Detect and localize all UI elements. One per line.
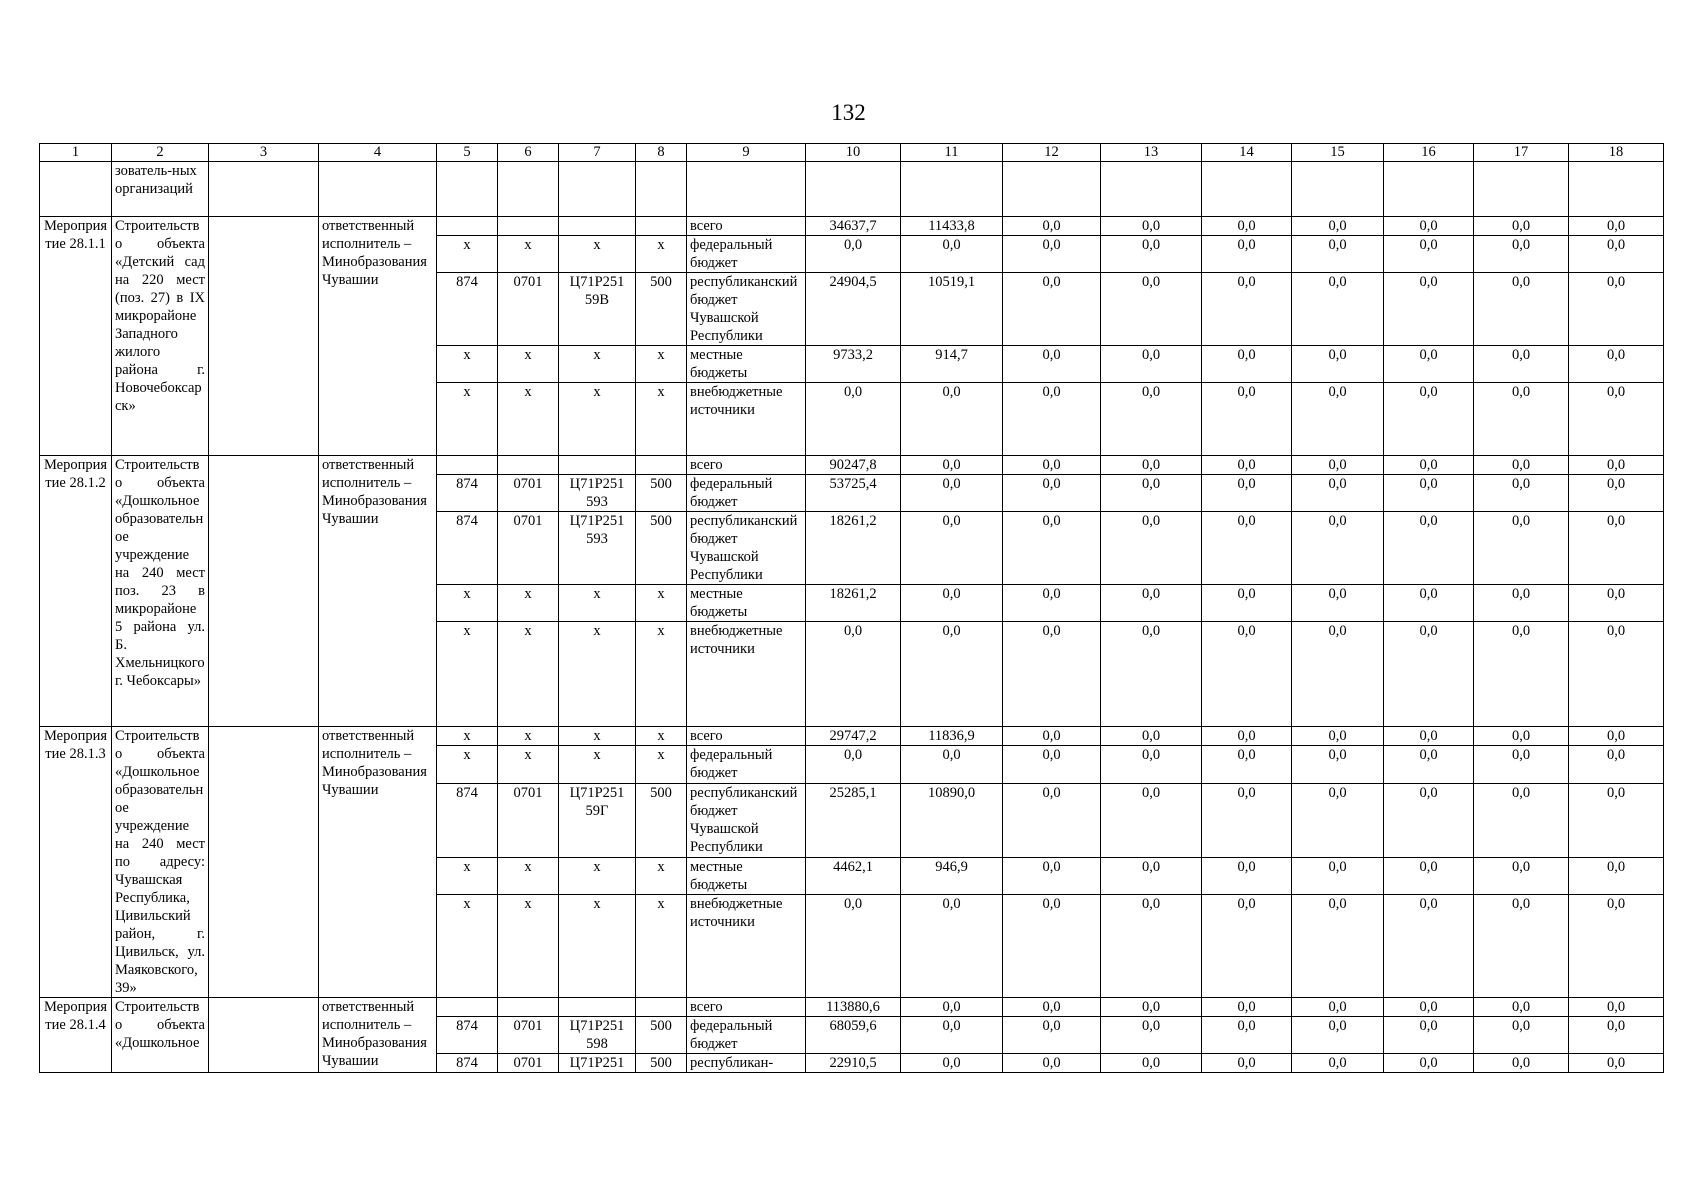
amount-cell: 0,0: [1202, 512, 1292, 585]
amount-cell: 0,0: [1474, 217, 1569, 236]
funding-source: всего: [687, 456, 806, 475]
empty-cell: [209, 456, 319, 727]
kbk-gbs: [437, 217, 498, 236]
column-number-cell: 10: [806, 144, 901, 162]
amount-cell: 0,0: [1101, 273, 1202, 346]
amount-cell: 0,0: [806, 236, 901, 273]
kbk-target: x: [559, 585, 636, 622]
column-number-cell: 15: [1292, 144, 1384, 162]
amount-cell: 0,0: [1474, 857, 1569, 895]
kbk-target: Ц71Р251 593: [559, 512, 636, 585]
amount-cell: 0,0: [1101, 783, 1202, 857]
funding-source: внебюджетные источники: [687, 895, 806, 998]
amount-cell: 0,0: [901, 746, 1003, 784]
amount-cell: 0,0: [1569, 622, 1664, 727]
amount-cell: 0,0: [1101, 746, 1202, 784]
amount-cell: 10890,0: [901, 783, 1003, 857]
amount-cell: 0,0: [1202, 622, 1292, 727]
kbk-section: 0701: [498, 512, 559, 585]
amount-cell: 0,0: [1474, 585, 1569, 622]
amount-cell: 0,0: [1101, 895, 1202, 998]
kbk-type: 500: [636, 475, 687, 512]
amount-cell: 0,0: [901, 1054, 1003, 1073]
amount-cell: 90247,8: [806, 456, 901, 475]
funding-source: федеральный бюджет: [687, 1017, 806, 1054]
kbk-gbs: 874: [437, 783, 498, 857]
budget-row: [40, 217, 1664, 236]
amount-cell: 0,0: [1384, 217, 1474, 236]
kbk-type: [636, 998, 687, 1017]
kbk-target: x: [559, 383, 636, 456]
amount-cell: 24904,5: [806, 273, 901, 346]
amount-cell: 22910,5: [806, 1054, 901, 1073]
kbk-gbs: x: [437, 746, 498, 784]
amount-cell: 0,0: [1292, 217, 1384, 236]
kbk-type: x: [636, 236, 687, 273]
kbk-target: Ц71Р251: [559, 1054, 636, 1073]
kbk-target: [559, 456, 636, 475]
amount-cell: 0,0: [1474, 475, 1569, 512]
amount-cell: 0,0: [1474, 895, 1569, 998]
kbk-target: Ц71Р251 598: [559, 1017, 636, 1054]
column-number-cell: 11: [901, 144, 1003, 162]
amount-cell: 0,0: [1569, 383, 1664, 456]
amount-cell: 0,0: [1292, 346, 1384, 383]
amount-cell: 0,0: [806, 895, 901, 998]
amount-cell: 0,0: [1101, 857, 1202, 895]
amount-cell: 0,0: [1202, 1054, 1292, 1073]
kbk-target: [559, 217, 636, 236]
column-number-cell: 4: [319, 144, 437, 162]
column-number-cell: 6: [498, 144, 559, 162]
amount-cell: 0,0: [1003, 585, 1101, 622]
empty-cell: [209, 998, 319, 1073]
kbk-section: x: [498, 383, 559, 456]
amount-cell: 0,0: [1474, 998, 1569, 1017]
amount-cell: 11836,9: [901, 727, 1003, 746]
amount-cell: 0,0: [901, 622, 1003, 727]
amount-cell: 0,0: [1003, 346, 1101, 383]
amount-cell: 0,0: [1101, 475, 1202, 512]
amount-cell: 0,0: [1292, 236, 1384, 273]
funding-source: внебюджетные источники: [687, 622, 806, 727]
amount-cell: 0,0: [1474, 346, 1569, 383]
amount-cell: 0,0: [1292, 746, 1384, 784]
measure-name: Строительство объекта «Дошкольное: [112, 998, 209, 1073]
amount-cell: 0,0: [1292, 273, 1384, 346]
amount-cell: 0,0: [901, 998, 1003, 1017]
funding-source: республиканский бюджет Чувашской Республики: [687, 273, 806, 346]
kbk-section: x: [498, 746, 559, 784]
amount-cell: 0,0: [1384, 346, 1474, 383]
amount-cell: 0,0: [901, 1017, 1003, 1054]
amount-cell: 0,0: [1292, 857, 1384, 895]
amount-cell: 0,0: [1292, 783, 1384, 857]
amount-cell: 0,0: [1384, 783, 1474, 857]
amount-cell: 946,9: [901, 857, 1003, 895]
amount-cell: 0,0: [1202, 217, 1292, 236]
column-number-cell: 9: [687, 144, 806, 162]
column-number-cell: 8: [636, 144, 687, 162]
amount-cell: 0,0: [1003, 857, 1101, 895]
budget-row: [40, 727, 1664, 746]
kbk-type: 500: [636, 1054, 687, 1073]
amount-cell: 0,0: [1569, 1054, 1664, 1073]
kbk-gbs: [437, 456, 498, 475]
amount-cell: 0,0: [1292, 727, 1384, 746]
amount-cell: 0,0: [1474, 746, 1569, 784]
amount-cell: 9733,2: [806, 346, 901, 383]
amount-cell: 0,0: [1101, 585, 1202, 622]
column-number-cell: 12: [1003, 144, 1101, 162]
funding-source: республиканский бюджет Чувашской Республики: [687, 512, 806, 585]
amount-cell: 113880,6: [806, 998, 901, 1017]
amount-cell: 0,0: [1569, 475, 1664, 512]
measure-name: Строительство объекта «Дошкольное образовательное учреждение на 240 мест поз. 23 в микрорайоне 5 района ул. Б. Хмельницкого г. Чебоксары»: [112, 456, 209, 727]
amount-cell: 34637,7: [806, 217, 901, 236]
amount-cell: 0,0: [1384, 727, 1474, 746]
amount-cell: 0,0: [806, 383, 901, 456]
kbk-gbs: 874: [437, 273, 498, 346]
amount-cell: 0,0: [1202, 746, 1292, 784]
amount-cell: 18261,2: [806, 585, 901, 622]
amount-cell: 0,0: [1569, 895, 1664, 998]
executor: ответственный исполнитель – Минобразования Чувашии: [319, 217, 437, 456]
amount-cell: 0,0: [1292, 383, 1384, 456]
kbk-section: 0701: [498, 475, 559, 512]
amount-cell: 0,0: [1202, 895, 1292, 998]
column-number-row: [40, 144, 1664, 162]
amount-cell: 0,0: [1384, 622, 1474, 727]
amount-cell: 0,0: [901, 895, 1003, 998]
kbk-gbs: x: [437, 346, 498, 383]
amount-cell: 0,0: [1292, 512, 1384, 585]
kbk-type: 500: [636, 1017, 687, 1054]
kbk-section: 0701: [498, 1017, 559, 1054]
amount-cell: 0,0: [1003, 895, 1101, 998]
amount-cell: 0,0: [1202, 456, 1292, 475]
amount-cell: 0,0: [1474, 512, 1569, 585]
funding-source: федеральный бюджет: [687, 475, 806, 512]
kbk-type: [636, 217, 687, 236]
amount-cell: 0,0: [806, 746, 901, 784]
amount-cell: 0,0: [1003, 512, 1101, 585]
column-number-cell: 3: [209, 144, 319, 162]
amount-cell: 0,0: [1569, 273, 1664, 346]
kbk-gbs: 874: [437, 1054, 498, 1073]
amount-cell: 0,0: [1474, 1054, 1569, 1073]
budget-table: [39, 143, 1664, 1073]
funding-source: республикан-: [687, 1054, 806, 1073]
empty-cell: [209, 727, 319, 998]
kbk-target: x: [559, 746, 636, 784]
empty-cell: [209, 217, 319, 456]
executor: ответственный исполнитель – Минобразования Чувашии: [319, 727, 437, 998]
amount-cell: 0,0: [1384, 746, 1474, 784]
funding-source: местные бюджеты: [687, 585, 806, 622]
amount-cell: 0,0: [1003, 273, 1101, 346]
amount-cell: 0,0: [1003, 998, 1101, 1017]
column-number-cell: 13: [1101, 144, 1202, 162]
amount-cell: 0,0: [1101, 1017, 1202, 1054]
kbk-section: [498, 998, 559, 1017]
kbk-target: x: [559, 857, 636, 895]
amount-cell: 0,0: [1569, 512, 1664, 585]
amount-cell: 0,0: [1003, 236, 1101, 273]
amount-cell: 0,0: [1003, 1054, 1101, 1073]
amount-cell: 0,0: [1101, 456, 1202, 475]
kbk-section: x: [498, 346, 559, 383]
kbk-target: Ц71Р251 59В: [559, 273, 636, 346]
amount-cell: 0,0: [1474, 456, 1569, 475]
funding-source: всего: [687, 998, 806, 1017]
kbk-gbs: 874: [437, 475, 498, 512]
kbk-target: x: [559, 895, 636, 998]
kbk-section: x: [498, 727, 559, 746]
column-number-cell: 17: [1474, 144, 1569, 162]
funding-source: местные бюджеты: [687, 346, 806, 383]
amount-cell: 11433,8: [901, 217, 1003, 236]
amount-cell: 0,0: [1569, 746, 1664, 784]
kbk-type: 500: [636, 273, 687, 346]
amount-cell: 0,0: [1569, 236, 1664, 273]
amount-cell: 0,0: [1003, 1017, 1101, 1054]
amount-cell: 0,0: [1384, 512, 1474, 585]
kbk-type: x: [636, 746, 687, 784]
amount-cell: 68059,6: [806, 1017, 901, 1054]
amount-cell: 0,0: [1202, 273, 1292, 346]
page-number: 132: [831, 100, 866, 125]
funding-source: всего: [687, 217, 806, 236]
measure-id: Мероприятие 28.1.3: [40, 727, 112, 998]
amount-cell: 0,0: [1569, 857, 1664, 895]
amount-cell: 0,0: [1384, 273, 1474, 346]
amount-cell: 0,0: [1569, 1017, 1664, 1054]
amount-cell: 0,0: [1384, 895, 1474, 998]
funding-source: республиканский бюджет Чувашской Республики: [687, 783, 806, 857]
kbk-gbs: x: [437, 622, 498, 727]
kbk-target: x: [559, 236, 636, 273]
measure-id: Мероприятие 28.1.1: [40, 217, 112, 456]
amount-cell: 0,0: [1202, 783, 1292, 857]
amount-cell: 0,0: [1292, 1054, 1384, 1073]
amount-cell: 0,0: [901, 585, 1003, 622]
budget-row: [40, 998, 1664, 1017]
kbk-target: Ц71Р251 59Г: [559, 783, 636, 857]
kbk-gbs: x: [437, 585, 498, 622]
amount-cell: 0,0: [1384, 475, 1474, 512]
amount-cell: 0,0: [1202, 727, 1292, 746]
amount-cell: 0,0: [1474, 622, 1569, 727]
amount-cell: 0,0: [1101, 727, 1202, 746]
kbk-target: [559, 998, 636, 1017]
amount-cell: 0,0: [1003, 475, 1101, 512]
amount-cell: 0,0: [1292, 456, 1384, 475]
amount-cell: 0,0: [1292, 585, 1384, 622]
amount-cell: 0,0: [1569, 217, 1664, 236]
kbk-target: x: [559, 346, 636, 383]
kbk-type: x: [636, 622, 687, 727]
funding-source: всего: [687, 727, 806, 746]
amount-cell: 0,0: [901, 512, 1003, 585]
kbk-type: 500: [636, 512, 687, 585]
amount-cell: 0,0: [1202, 585, 1292, 622]
amount-cell: 0,0: [1569, 727, 1664, 746]
kbk-gbs: x: [437, 857, 498, 895]
amount-cell: 0,0: [1101, 512, 1202, 585]
amount-cell: 0,0: [1202, 383, 1292, 456]
kbk-type: x: [636, 727, 687, 746]
kbk-gbs: 874: [437, 512, 498, 585]
amount-cell: 0,0: [1202, 346, 1292, 383]
kbk-section: 0701: [498, 273, 559, 346]
kbk-gbs: x: [437, 727, 498, 746]
kbk-gbs: x: [437, 236, 498, 273]
kbk-gbs: x: [437, 383, 498, 456]
amount-cell: 0,0: [1384, 585, 1474, 622]
kbk-type: x: [636, 895, 687, 998]
amount-cell: 914,7: [901, 346, 1003, 383]
amount-cell: 0,0: [1384, 1054, 1474, 1073]
amount-cell: 0,0: [1202, 857, 1292, 895]
kbk-target: x: [559, 727, 636, 746]
kbk-gbs: x: [437, 895, 498, 998]
column-number-cell: 1: [40, 144, 112, 162]
amount-cell: 10519,1: [901, 273, 1003, 346]
funding-source: федеральный бюджет: [687, 236, 806, 273]
amount-cell: 0,0: [1101, 217, 1202, 236]
amount-cell: 0,0: [1003, 746, 1101, 784]
amount-cell: 0,0: [1384, 1017, 1474, 1054]
funding-source: внебюджетные источники: [687, 383, 806, 456]
kbk-section: x: [498, 622, 559, 727]
kbk-section: x: [498, 857, 559, 895]
amount-cell: 0,0: [1292, 1017, 1384, 1054]
amount-cell: 0,0: [1569, 998, 1664, 1017]
kbk-type: x: [636, 585, 687, 622]
kbk-section: [498, 456, 559, 475]
amount-cell: 0,0: [1101, 346, 1202, 383]
amount-cell: 0,0: [1474, 236, 1569, 273]
continuation-text: зователь-ных организаций: [112, 162, 209, 217]
amount-cell: 0,0: [1101, 383, 1202, 456]
amount-cell: 25285,1: [806, 783, 901, 857]
amount-cell: 0,0: [901, 383, 1003, 456]
amount-cell: 0,0: [1202, 1017, 1292, 1054]
funding-source: федеральный бюджет: [687, 746, 806, 784]
column-number-cell: 16: [1384, 144, 1474, 162]
amount-cell: 4462,1: [806, 857, 901, 895]
measure-id: Мероприятие 28.1.4: [40, 998, 112, 1073]
amount-cell: 0,0: [1003, 217, 1101, 236]
amount-cell: 0,0: [901, 236, 1003, 273]
amount-cell: 0,0: [1474, 727, 1569, 746]
amount-cell: 0,0: [1003, 456, 1101, 475]
funding-source: местные бюджеты: [687, 857, 806, 895]
kbk-section: x: [498, 895, 559, 998]
amount-cell: 0,0: [806, 622, 901, 727]
kbk-gbs: [437, 998, 498, 1017]
column-number-cell: 2: [112, 144, 209, 162]
budget-row: [40, 456, 1664, 475]
kbk-type: [636, 456, 687, 475]
amount-cell: 0,0: [1101, 622, 1202, 727]
kbk-section: 0701: [498, 783, 559, 857]
amount-cell: 0,0: [1569, 585, 1664, 622]
kbk-section: x: [498, 236, 559, 273]
kbk-target: x: [559, 622, 636, 727]
amount-cell: 0,0: [1292, 998, 1384, 1017]
amount-cell: 0,0: [1003, 622, 1101, 727]
amount-cell: 0,0: [1101, 236, 1202, 273]
amount-cell: 0,0: [1569, 346, 1664, 383]
amount-cell: 0,0: [1202, 236, 1292, 273]
amount-cell: 0,0: [1384, 998, 1474, 1017]
measure-id: Мероприятие 28.1.2: [40, 456, 112, 727]
measure-name: Строительство объекта «Дошкольное образовательное учреждение на 240 мест по адресу: Чувашская Республика, Цивильский район, г. Цивильск, ул. Маяковского, 39»: [112, 727, 209, 998]
amount-cell: 0,0: [1003, 727, 1101, 746]
amount-cell: 0,0: [1202, 475, 1292, 512]
amount-cell: 0,0: [1292, 622, 1384, 727]
kbk-type: 500: [636, 783, 687, 857]
column-number-cell: 14: [1202, 144, 1292, 162]
amount-cell: 0,0: [1474, 383, 1569, 456]
amount-cell: 0,0: [1101, 998, 1202, 1017]
amount-cell: 0,0: [1101, 1054, 1202, 1073]
amount-cell: 0,0: [1384, 857, 1474, 895]
kbk-section: x: [498, 585, 559, 622]
kbk-type: x: [636, 346, 687, 383]
measure-name: Строительство объекта «Детский сад на 220 мест (поз. 27) в IX микрорайоне Западного жилого района г. Новочебоксарск»: [112, 217, 209, 456]
kbk-type: x: [636, 857, 687, 895]
amount-cell: 0,0: [901, 456, 1003, 475]
amount-cell: 0,0: [901, 475, 1003, 512]
column-number-cell: 5: [437, 144, 498, 162]
amount-cell: 18261,2: [806, 512, 901, 585]
column-number-cell: 18: [1569, 144, 1664, 162]
executor: ответственный исполнитель – Минобразования Чувашии: [319, 998, 437, 1073]
kbk-section: 0701: [498, 1054, 559, 1073]
amount-cell: 29747,2: [806, 727, 901, 746]
amount-cell: 0,0: [1569, 456, 1664, 475]
amount-cell: 0,0: [1384, 383, 1474, 456]
amount-cell: 53725,4: [806, 475, 901, 512]
amount-cell: 0,0: [1292, 475, 1384, 512]
kbk-target: Ц71Р251 593: [559, 475, 636, 512]
kbk-gbs: 874: [437, 1017, 498, 1054]
amount-cell: 0,0: [1202, 998, 1292, 1017]
column-number-cell: 7: [559, 144, 636, 162]
continuation-row: [40, 162, 1664, 217]
executor: ответственный исполнитель – Минобразования Чувашии: [319, 456, 437, 727]
amount-cell: 0,0: [1384, 236, 1474, 273]
amount-cell: 0,0: [1384, 456, 1474, 475]
amount-cell: 0,0: [1569, 783, 1664, 857]
kbk-section: [498, 217, 559, 236]
amount-cell: 0,0: [1292, 895, 1384, 998]
amount-cell: 0,0: [1474, 273, 1569, 346]
amount-cell: 0,0: [1003, 383, 1101, 456]
kbk-type: x: [636, 383, 687, 456]
amount-cell: 0,0: [1474, 783, 1569, 857]
amount-cell: 0,0: [1003, 783, 1101, 857]
amount-cell: 0,0: [1474, 1017, 1569, 1054]
